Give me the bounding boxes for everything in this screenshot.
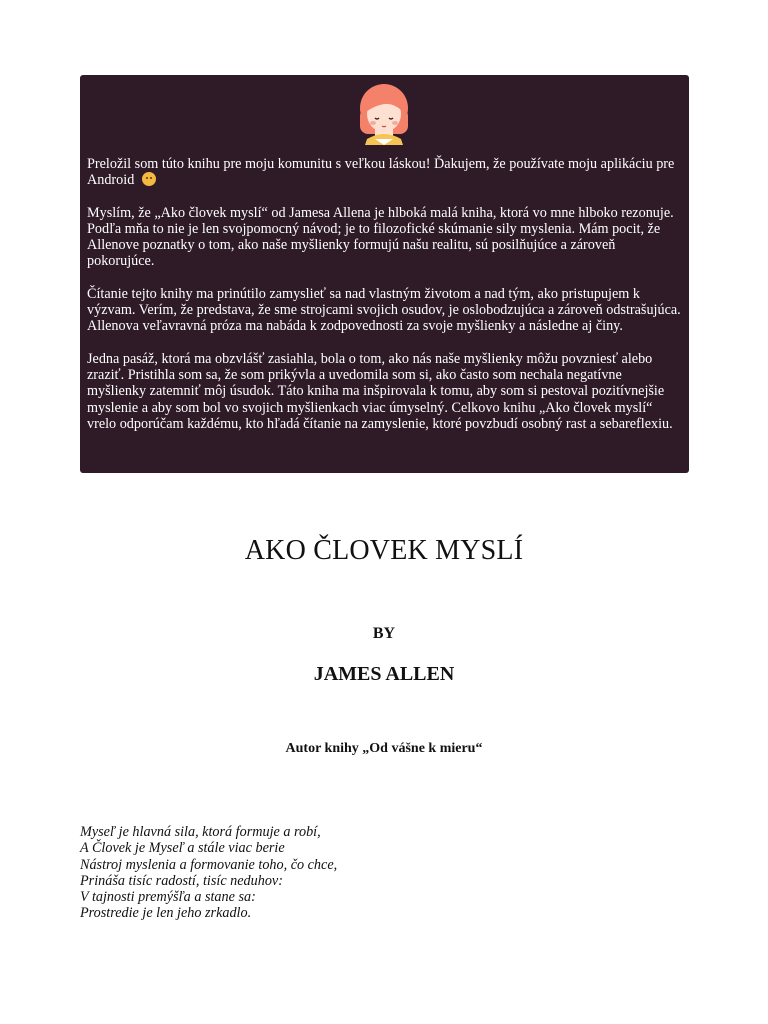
girl-avatar-icon — [353, 81, 415, 145]
author-name: JAMES ALLEN — [313, 663, 455, 685]
note-paragraph-4: Jedna pasáž, ktorá ma obzvlášť zasiahla, bola o tom, ako nás naše myšlienky môžu povzniesť alebo zraziť. Pristihla som sa, že som prikývla a uvedomila som si, ako často som nechala negatívne myšlienky zatemniť môj úsudok. Táto kniha ma inšpirovala k tomu, aby som si pestoval pozitívnejšie myslenie a aby som bol vo svojich myšlienkach viac úmyselný. Celkovo knihu „Ako človek myslí“ vrelo odporúčam každému, kto hľadá čítanie na zamyslenie, ktoré povzbudí osobný rast a sebareflexiu. — [87, 350, 673, 432]
poem-line: Myseľ je hlavná sila, ktorá formuje a robí, — [80, 824, 321, 840]
blushing-face-icon — [142, 172, 156, 186]
poem — [80, 824, 337, 922]
translator-note — [80, 75, 689, 473]
poem-line: Nástroj myslenia a formovanie toho, čo chce, — [80, 856, 338, 873]
author-subtitle: Autor knihy „Od vášne k mieru“ — [285, 741, 483, 756]
poem-line: Prináša tisíc radostí, tisíc neduhov: — [80, 872, 283, 889]
note-paragraph-2: Myslím, že „Ako človek myslí“ od Jamesa Allena je hlboká malá kniha, ktorá vo mne hlboko rezonuje. Podľa mňa to nie je len svojpomocný návod; je to filozofické skúmanie sily myslenia. Mám pocit, že Allenove poznatky o tom, ako naše myšlienky formujú našu realitu, sú posilňujúce a zároveň pokorujúce. — [87, 204, 674, 270]
poem-line: Prostredie je len jeho zrkadlo. — [80, 905, 252, 922]
note-paragraph-3: Čítanie tejto knihy ma prinútilo zamyslieť sa nad vlastným životom a nad tým, ako pristupujem k výzvam. Verím, že predstava, že sme strojcami svojich osudov, je oslobodzujúca a zároveň odstrašujúca. Allenova veľavravná próza ma nabáda k zodpovednosti za svoje myšlienky a následne aj činy. — [87, 285, 681, 335]
poem-line: A Človek je Myseľ a stále viac berie — [80, 840, 285, 857]
by-line: BY — [372, 625, 396, 642]
note-paragraph-1: Preložil som túto knihu pre moju komunitu s veľkou láskou! Ďakujem, že používate moju aplikáciu pre Android — [87, 156, 675, 189]
poem-line: V tajnosti premýšľa a stane sa: — [80, 889, 256, 906]
book-title: AKO ČLOVEK MYSLÍ — [244, 535, 524, 566]
